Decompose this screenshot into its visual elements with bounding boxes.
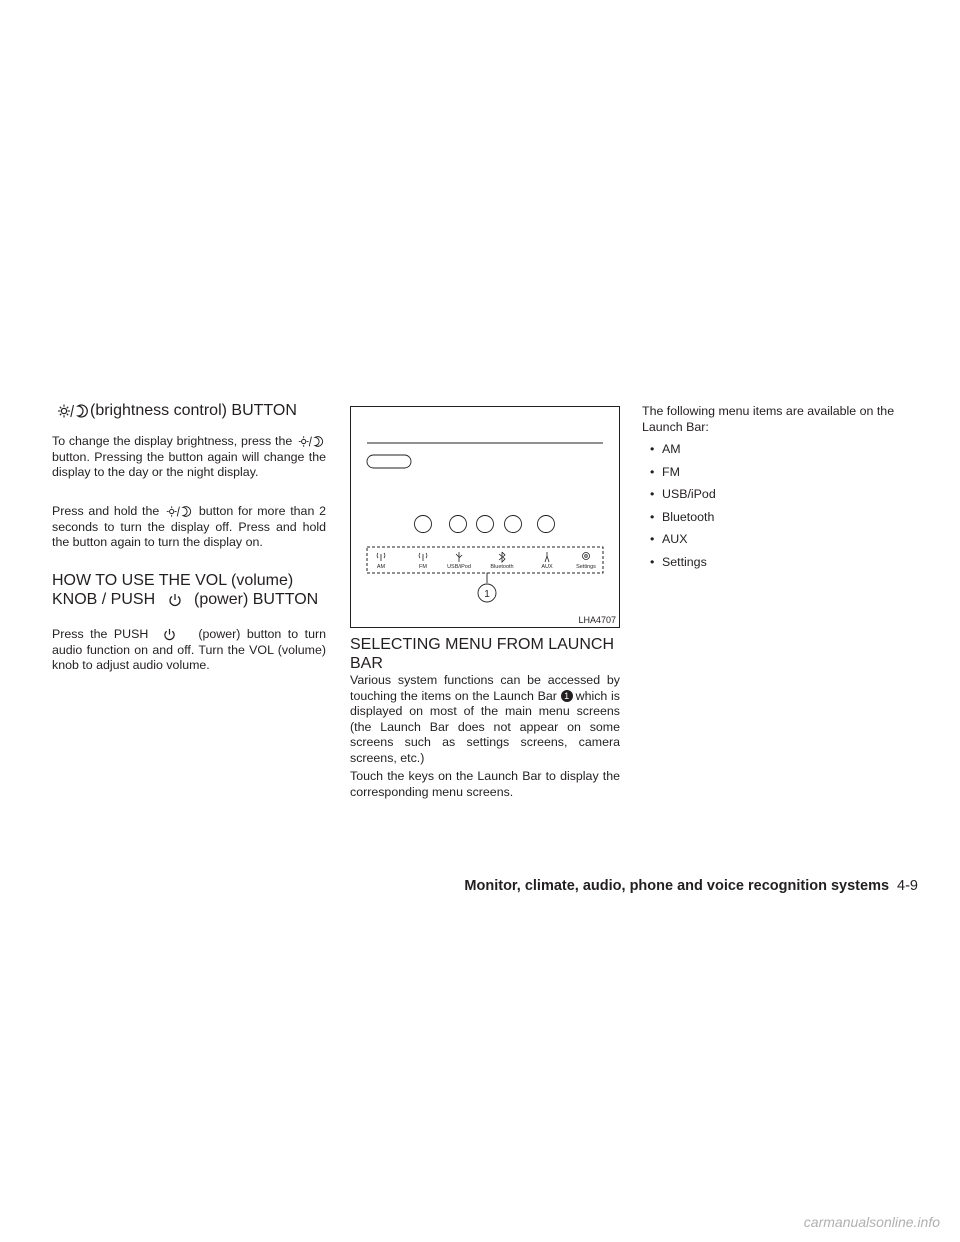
screen-circle <box>415 516 432 533</box>
launch-bar-label: AM <box>376 564 386 570</box>
paragraph-power: Press the PUSH (power) button to turn audio function on and off. Turn the VOL (volume) knob to adjust audio volume. <box>52 627 326 673</box>
screen-circle <box>505 516 522 533</box>
am-icon <box>377 553 385 561</box>
screen-circle <box>477 516 494 533</box>
list-item: • FM <box>650 464 680 479</box>
launch-bar-heading: SELECTING MENU FROM LAUNCH BAR <box>350 636 615 672</box>
brightness-heading-text: (brightness control) BUTTON <box>90 402 297 419</box>
figure-code: LHA4707 <box>578 615 616 625</box>
footer-section-title: Monitor, climate, audio, phone and voice recognition systems <box>464 878 890 894</box>
screen-circle <box>450 516 467 533</box>
launch-bar-label: FM <box>419 564 427 570</box>
screen-circle <box>538 516 555 533</box>
launch-bar-label: Bluetooth <box>490 564 514 570</box>
brightness-icon <box>298 435 324 448</box>
usb-icon <box>456 552 462 562</box>
launch-bar-outline <box>367 547 603 573</box>
list-item: • USB/iPod <box>650 487 716 502</box>
list-item: • Bluetooth <box>650 509 715 524</box>
power-icon <box>168 593 182 607</box>
launch-bar-label: AUX <box>541 564 553 570</box>
page-footer <box>464 878 918 894</box>
aux-icon <box>545 552 549 562</box>
fm-icon <box>419 553 427 561</box>
list-item: • Settings <box>650 554 707 569</box>
settings-icon <box>583 553 590 560</box>
paragraph-launch-2: Touch the keys on the Launch Bar to display the corresponding menu screens. <box>350 769 620 799</box>
paragraph-brightness-2: Press and hold the button for more than 2 seconds to turn the display off. Press and hold the button again to turn the display on. <box>52 504 326 550</box>
launch-bar-label: Settings <box>576 564 596 570</box>
menu-items-list <box>650 441 716 577</box>
callout-number: 1 <box>484 589 490 600</box>
screen-pill-button <box>367 455 411 468</box>
callout-1-badge: 1 <box>561 690 573 702</box>
brightness-icon <box>166 505 192 518</box>
paragraph-menu-items: The following menu items are available on the Launch Bar: <box>642 404 895 434</box>
brightness-heading <box>58 402 297 420</box>
launch-bar-figure <box>350 406 620 628</box>
screen-illustration <box>351 407 619 627</box>
bluetooth-icon <box>499 552 505 562</box>
vol-knob-heading: HOW TO USE THE VOL (volume) KNOB / PUSH (power) BUTTON <box>52 572 319 608</box>
watermark: carmanualsonline.info <box>803 1214 940 1230</box>
list-item: • AM <box>650 442 681 456</box>
page-number: 4-9 <box>897 878 918 894</box>
power-icon <box>163 628 176 641</box>
paragraph-brightness-1: To change the display brightness, press the button. Pressing the button again will change the display to the day or the night display. <box>52 434 326 480</box>
list-item: • AUX <box>650 532 688 547</box>
launch-bar-label: USB/iPod <box>447 564 471 570</box>
paragraph-launch-1: Various system functions can be accessed by touching the items on the Launch Bar 1 which is displayed on most of the main menu screens (the Launch Bar does not appear on some screens such as settings screens, camera screens, etc.) <box>350 673 620 765</box>
brightness-icon <box>58 403 88 419</box>
